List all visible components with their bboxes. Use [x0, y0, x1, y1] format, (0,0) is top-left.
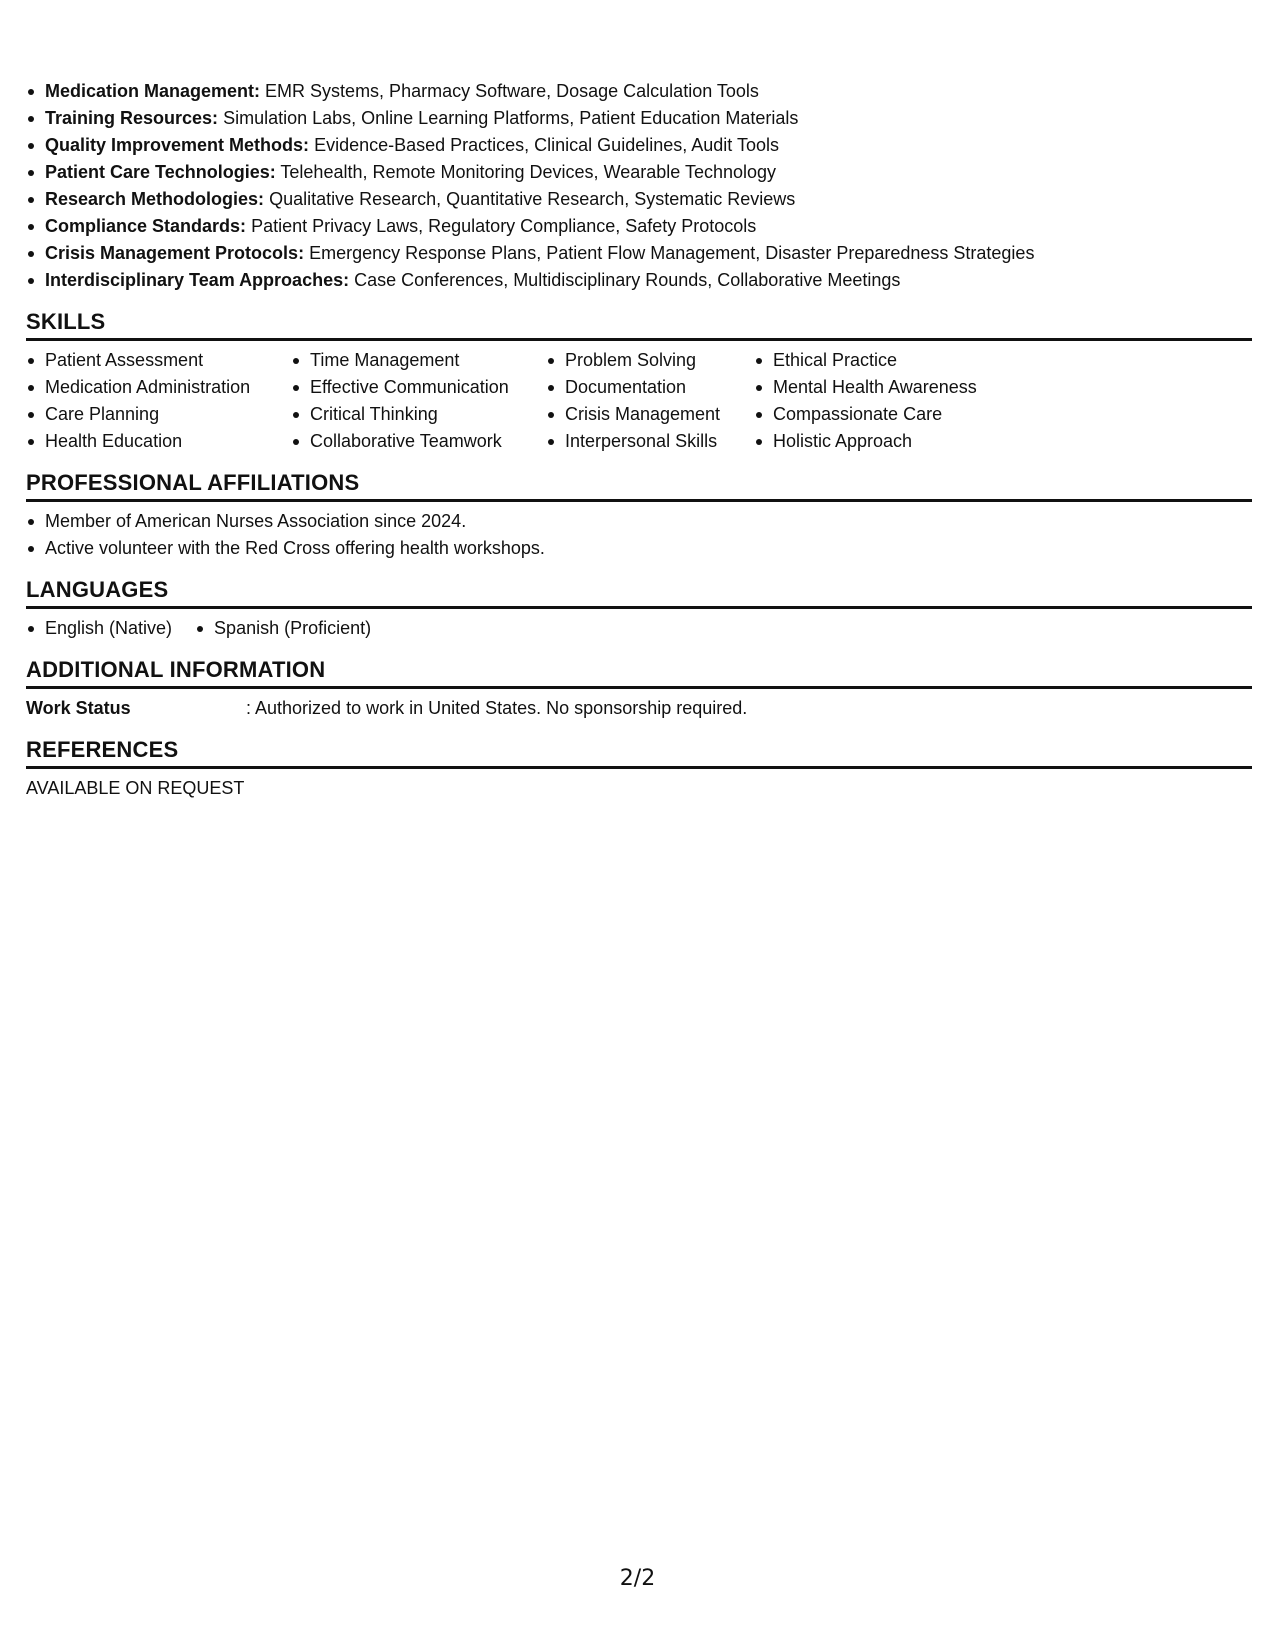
item-text: Telehealth, Remote Monitoring Devices, Wearable Technology [280, 162, 777, 182]
list-item: Documentation [546, 374, 754, 401]
section-title: ADDITIONAL INFORMATION [26, 656, 1252, 689]
item-label: Patient Care Technologies: [45, 162, 276, 182]
section-title: SKILLS [26, 308, 1252, 341]
section-title: PROFESSIONAL AFFILIATIONS [26, 469, 1252, 502]
item-text: Case Conferences, Multidisciplinary Rounds, Collaborative Meetings [354, 270, 901, 290]
item-label: Medication Management: [45, 81, 261, 101]
item-text: Emergency Response Plans, Patient Flow Management, Disaster Preparedness Strategies [309, 243, 1035, 263]
affiliations-section [26, 469, 1252, 562]
list-item: Spanish (Proficient) [195, 615, 371, 642]
references-text: AVAILABLE ON REQUEST [26, 778, 245, 798]
item-label: Quality Improvement Methods: [45, 135, 310, 155]
list-item: Member of American Nurses Association since 2024. [26, 508, 1252, 535]
list-item: Active volunteer with the Red Cross offering health workshops. [26, 535, 1252, 562]
item-label: Research Methodologies: [45, 189, 265, 209]
item-text: Simulation Labs, Online Learning Platforms, Patient Education Materials [223, 108, 799, 128]
list-item: Compassionate Care [754, 401, 1054, 428]
list-item [26, 159, 1252, 186]
work-status-value: : Authorized to work in United States. No sponsorship required. [246, 698, 748, 718]
list-item [26, 267, 1252, 294]
list-item [26, 132, 1252, 159]
affiliations-list [26, 508, 1252, 562]
list-item [26, 186, 1252, 213]
list-item: Holistic Approach [754, 428, 1054, 455]
list-item: Patient Assessment [26, 347, 291, 374]
item-label: Training Resources: [45, 108, 219, 128]
resume-page [26, 78, 1252, 802]
section-title: REFERENCES [26, 736, 1252, 769]
references-section [26, 736, 1252, 802]
skills-section [26, 308, 1252, 455]
item-text: Evidence-Based Practices, Clinical Guidelines, Audit Tools [314, 135, 779, 155]
list-item: English (Native) [26, 615, 172, 642]
tools-list [26, 78, 1252, 294]
list-item: Problem Solving [546, 347, 754, 374]
list-item: Critical Thinking [291, 401, 546, 428]
list-item: Care Planning [26, 401, 291, 428]
languages-list [26, 615, 1252, 642]
additional-info-section [26, 656, 1252, 722]
section-title: LANGUAGES [26, 576, 1252, 609]
skills-column [546, 347, 754, 455]
list-item: Health Education [26, 428, 291, 455]
item-label: Interdisciplinary Team Approaches: [45, 270, 350, 290]
list-item: Collaborative Teamwork [291, 428, 546, 455]
list-item: Time Management [291, 347, 546, 374]
list-item [26, 105, 1252, 132]
item-label: Compliance Standards: [45, 216, 247, 236]
list-item [26, 240, 1252, 267]
work-status-label: Work Status [26, 698, 131, 718]
list-item: Effective Communication [291, 374, 546, 401]
skills-column [26, 347, 291, 455]
item-text: Qualitative Research, Quantitative Research, Systematic Reviews [269, 189, 796, 209]
list-item: Ethical Practice [754, 347, 1054, 374]
list-item: Medication Administration [26, 374, 291, 401]
skills-grid [26, 347, 1252, 455]
languages-section [26, 576, 1252, 642]
list-item: Mental Health Awareness [754, 374, 1054, 401]
work-status-row [26, 695, 1252, 722]
skills-column [754, 347, 1054, 455]
list-item: Crisis Management [546, 401, 754, 428]
item-text: EMR Systems, Pharmacy Software, Dosage Calculation Tools [265, 81, 759, 101]
page-number: 2/2 [619, 1566, 656, 1591]
list-item [26, 213, 1252, 240]
item-text: Patient Privacy Laws, Regulatory Compliance, Safety Protocols [251, 216, 757, 236]
list-item: Interpersonal Skills [546, 428, 754, 455]
skills-column [291, 347, 546, 455]
list-item [26, 78, 1252, 105]
item-label: Crisis Management Protocols: [45, 243, 305, 263]
